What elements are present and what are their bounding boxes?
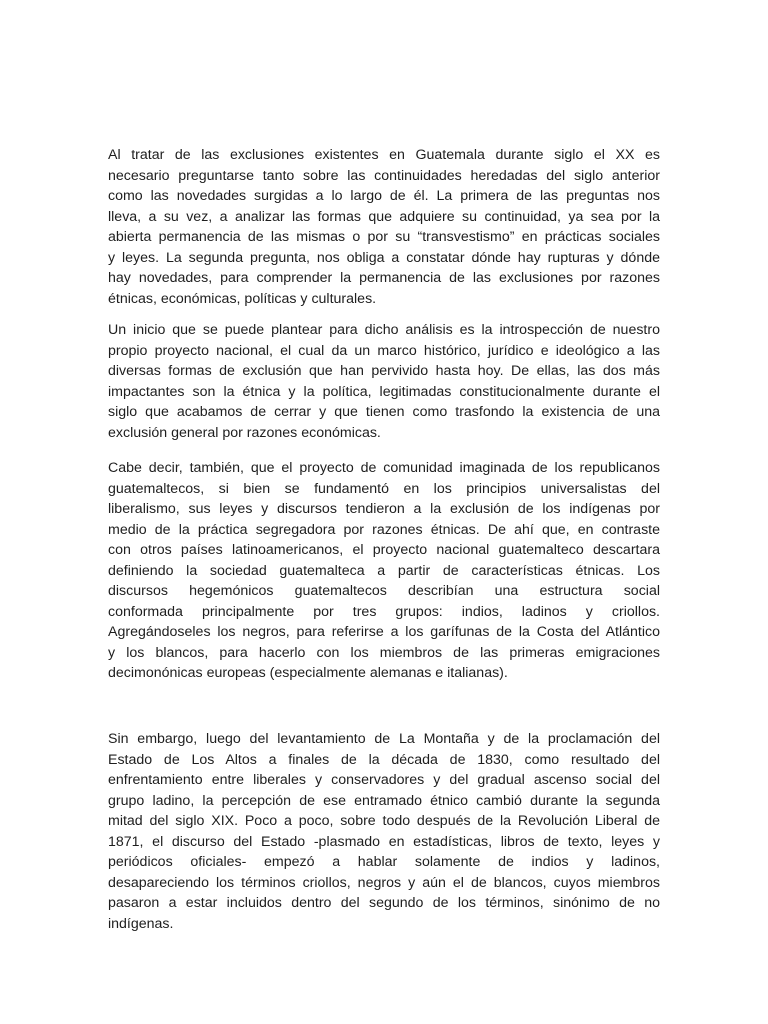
- paragraph-line: con otros países latinoamericanos, el proyecto nacional guatemalteco descartara: [108, 542, 660, 558]
- paragraph-line: necesario preguntarse tanto sobre las continuidades heredadas del siglo anterior: [108, 167, 660, 184]
- paragraph-line: medio de la práctica segregadora por razones étnicas. De ahí que, en contraste: [108, 521, 660, 538]
- paragraph-line: y los blancos, para hacerlo con los miembros de las primeras emigraciones: [108, 644, 660, 661]
- paragraph-line: liberalismo, sus leyes y discursos tendieron a la exclusión de los indígenas por: [108, 501, 660, 517]
- paragraph-line: Cabe decir, también, que el proyecto de comunidad imaginada de los republicanos: [108, 460, 660, 476]
- paragraph-line: grupo ladino, la percepción de ese entramado étnico cambió durante la segunda: [108, 792, 660, 809]
- paragraph-line: periódicos oficiales- empezó a hablar solamente de indios y ladinos,: [108, 854, 660, 870]
- paragraph-line: siglo que acabamos de cerrar y que tienen como trasfondo la existencia de una: [108, 404, 660, 420]
- paragraph-line: lleva, a su vez, a analizar las formas que adquiere su continuidad, ya sea por la: [108, 208, 660, 225]
- paragraph-4: [108, 729, 660, 934]
- paragraph-line: discursos hegemónicos guatemaltecos describían una estructura social: [108, 583, 660, 599]
- paragraph-line: Agregándoseles los negros, para referirse a los garífunas de la Costa del Atlántico: [108, 624, 660, 640]
- paragraph-line: mitad del siglo XIX. Poco a poco, sobre todo después de la Revolución Liberal de: [108, 813, 660, 829]
- paragraph-line: pasaron a estar incluidos dentro del segundo de los términos, sinónimo de no: [108, 895, 660, 911]
- paragraph-line: guatemaltecos, si bien se fundamentó en los principios universalistas del: [108, 480, 660, 497]
- paragraph-line: conformada principalmente por tres grupos: indios, ladinos y criollos.: [108, 603, 660, 620]
- paragraph-line: definiendo la sociedad guatemalteca a partir de características étnicas. Los: [108, 562, 660, 579]
- paragraph-line: 1871, el discurso del Estado -plasmado en estadísticas, libros de texto, leyes y: [108, 833, 660, 850]
- paragraph-line: indígenas.: [108, 915, 174, 932]
- paragraph-1: [108, 145, 660, 309]
- paragraph-line: Un inicio que se puede plantear para dicho análisis es la introspección de nuestro: [108, 322, 660, 338]
- paragraph-line: abierta permanencia de las mismas o por su “transvestismo” en prácticas sociales: [108, 229, 660, 245]
- paragraph-line: hay novedades, para comprender la permanencia de las exclusiones por razones: [108, 270, 660, 286]
- paragraph-line: Al tratar de las exclusiones existentes en Guatemala durante siglo el XX es: [108, 147, 660, 163]
- paragraph-line: exclusión general por razones económicas.: [108, 424, 381, 441]
- paragraph-line: enfrentamiento entre liberales y conservadores y del gradual ascenso social del: [108, 772, 660, 788]
- paragraph-line: desapareciendo los términos criollos, negros y aún el de blancos, cuyos miembros: [108, 874, 660, 891]
- paragraph-2: [108, 320, 660, 443]
- paragraph-line: decimonónicas europeas (especialmente alemanas e italianas).: [108, 665, 508, 681]
- paragraph-line: Sin embargo, luego del levantamiento de La Montaña y de la proclamación del: [108, 731, 660, 747]
- paragraph-line: étnicas, económicas, políticas y culturales.: [108, 290, 377, 307]
- paragraph-line: como las novedades surgidas a lo largo de él. La primera de las preguntas nos: [108, 188, 660, 204]
- paragraph-line: diversas formas de exclusión que han pervivido hasta hoy. De ellas, las dos más: [108, 363, 660, 379]
- paragraph-line: y leyes. La segunda pregunta, nos obliga a constatar dónde hay rupturas y dónde: [108, 249, 660, 266]
- paragraph-3: [108, 458, 660, 684]
- paragraph-line: Estado de Los Altos a finales de la década de 1830, como resultado del: [108, 751, 660, 768]
- paragraph-line: impactantes son la étnica y la política, legitimadas constitucionalmente durante el: [108, 383, 660, 400]
- paragraph-line: propio proyecto nacional, el cual da un marco histórico, jurídico e ideológico a las: [108, 342, 660, 359]
